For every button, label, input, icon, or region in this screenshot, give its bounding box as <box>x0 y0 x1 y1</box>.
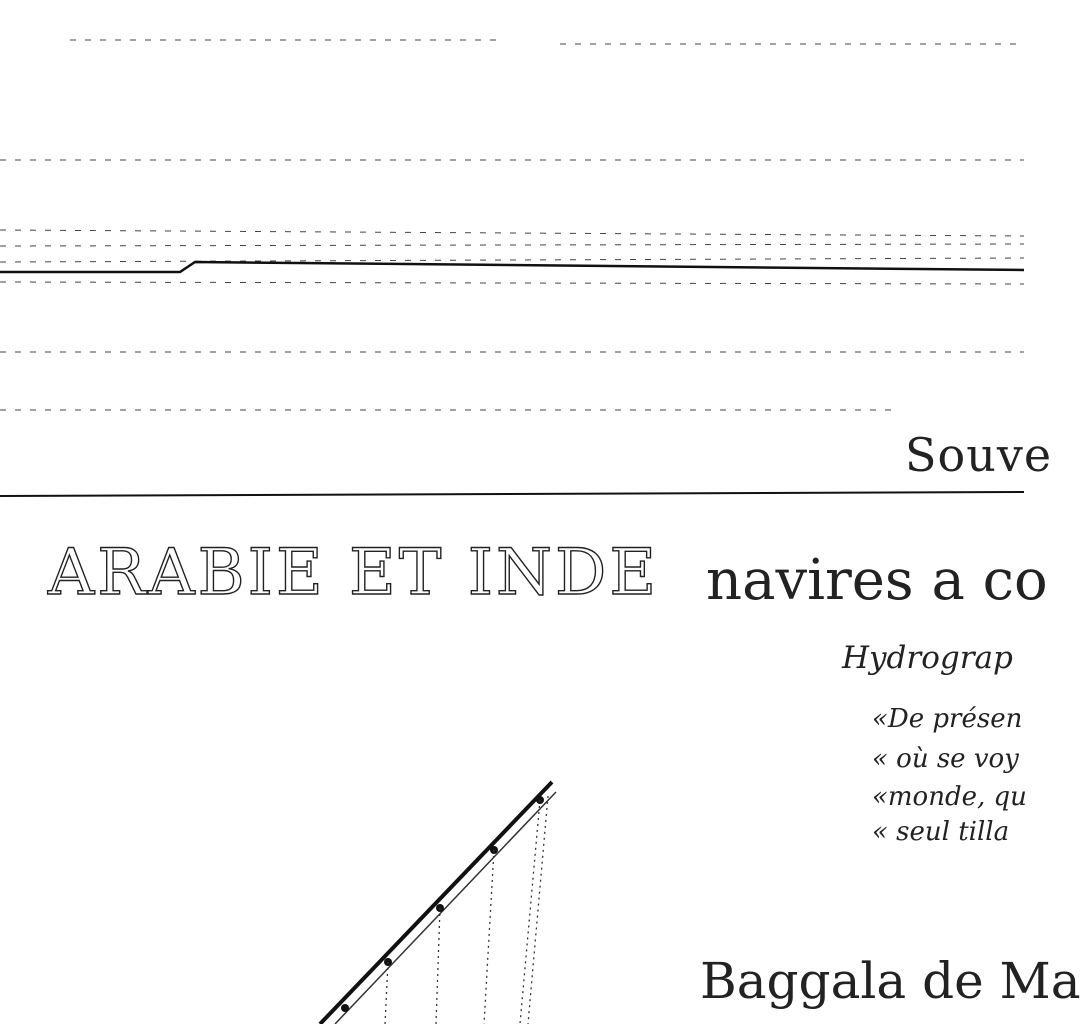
quote-line: «De présen <box>872 704 1023 734</box>
figure-caption: Baggala de Ma <box>700 952 1081 1010</box>
quote-line: « où se voy <box>872 744 1019 774</box>
quote-line: « seul tilla <box>872 817 1010 847</box>
page-subtitle: navires a co <box>706 548 1048 613</box>
souvenir-heading: Souve <box>905 428 1053 482</box>
hydrography-line: Hydrograp <box>842 640 1013 676</box>
quote-line: «monde, qu <box>872 782 1027 812</box>
page-title: ARABIE ET INDE <box>48 536 660 610</box>
